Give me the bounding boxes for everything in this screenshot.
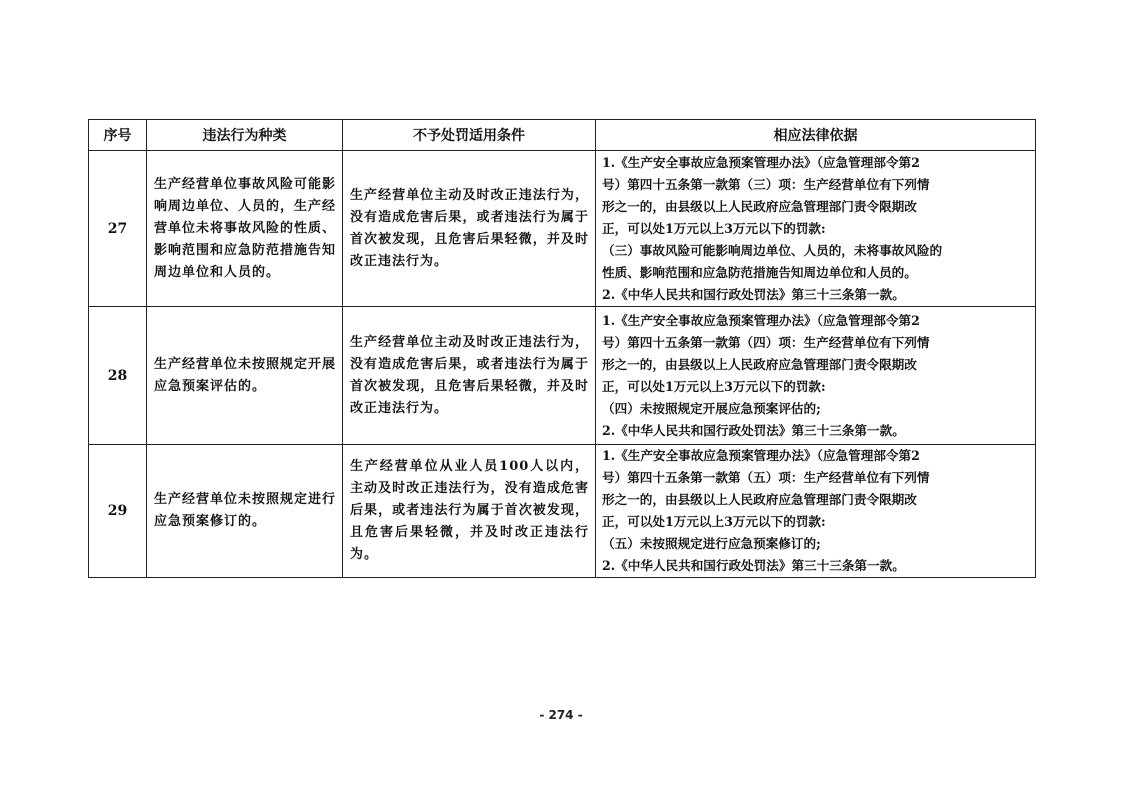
table-header bbox=[89, 120, 1036, 151]
row-legal-basis bbox=[596, 151, 1036, 307]
legal-basis-line: 正，可以处1万元以上3万元以下的罚款: bbox=[602, 514, 826, 529]
legal-basis-line: 形之一的，由县级以上人民政府应急管理部门责令限期改 bbox=[602, 198, 917, 214]
header-serial-number: 序号 bbox=[89, 120, 147, 151]
row-legal-basis bbox=[596, 307, 1036, 445]
row-legal-basis bbox=[596, 445, 1036, 578]
penalty-exemption-table bbox=[88, 119, 1036, 578]
legal-basis-line: 2.《中华人民共和国行政处罚法》第三十三条第一款。 bbox=[602, 558, 905, 573]
row-serial-number: 28 bbox=[89, 307, 147, 445]
header-exemption-condition: 不予处罚适用条件 bbox=[343, 120, 596, 151]
table-row bbox=[89, 445, 1036, 578]
legal-basis-line: 形之一的，由县级以上人民政府应急管理部门责令限期改 bbox=[602, 492, 917, 507]
legal-basis-line: 号）第四十五条第一款第（三）项：生产经营单位有下列情 bbox=[602, 176, 930, 192]
legal-basis-line: 1.《生产安全事故应急预案管理办法》（应急管理部令第2 bbox=[602, 312, 920, 328]
table-row bbox=[89, 307, 1036, 445]
table-row bbox=[89, 151, 1036, 307]
legal-basis-line: 1.《生产安全事故应急预案管理办法》（应急管理部令第2 bbox=[602, 448, 920, 463]
legal-basis-line: （四）未按照规定开展应急预案评估的; bbox=[602, 400, 821, 416]
legal-basis-line: 号）第四十五条第一款第（五）项：生产经营单位有下列情 bbox=[602, 470, 930, 485]
row-violation-type: 生产经营单位未按照规定开展应急预案评估的。 bbox=[147, 307, 343, 445]
legal-basis-line: 形之一的，由县级以上人民政府应急管理部门责令限期改 bbox=[602, 356, 917, 372]
row-exemption-condition: 生产经营单位主动及时改正违法行为，没有造成危害后果，或者违法行为属于首次被发现，且危害后果轻微，并及时改正违法行为。 bbox=[343, 151, 596, 307]
legal-basis-line: 2.《中华人民共和国行政处罚法》第三十三条第一款。 bbox=[602, 422, 905, 438]
row-exemption-condition: 生产经营单位主动及时改正违法行为，没有造成危害后果，或者违法行为属于首次被发现，且危害后果轻微，并及时改正违法行为。 bbox=[343, 307, 596, 445]
legal-basis-line: 性质、影响范围和应急防范措施告知周边单位和人员的。 bbox=[602, 264, 917, 280]
header-legal-basis: 相应法律依据 bbox=[596, 120, 1036, 151]
row-serial-number: 27 bbox=[89, 151, 147, 307]
row-violation-type: 生产经营单位未按照规定进行应急预案修订的。 bbox=[147, 445, 343, 578]
legal-basis-line: 2.《中华人民共和国行政处罚法》第三十三条第一款。 bbox=[602, 286, 905, 302]
legal-basis-line: 正，可以处1万元以上3万元以下的罚款: bbox=[602, 220, 826, 236]
header-row bbox=[89, 120, 1036, 151]
header-violation-type: 违法行为种类 bbox=[147, 120, 343, 151]
legal-basis-line: 正，可以处1万元以上3万元以下的罚款: bbox=[602, 378, 826, 394]
legal-basis-line: （五）未按照规定进行应急预案修订的; bbox=[602, 536, 821, 551]
page-number: - 274 - bbox=[539, 708, 583, 722]
table-body bbox=[89, 151, 1036, 578]
legal-basis-line: （三）事故风险可能影响周边单位、人员的，未将事故风险的 bbox=[602, 242, 943, 258]
legal-basis-line: 1.《生产安全事故应急预案管理办法》（应急管理部令第2 bbox=[602, 154, 920, 170]
row-serial-number: 29 bbox=[89, 445, 147, 578]
row-exemption-condition: 生产经营单位从业人员100人以内，主动及时改正违法行为，没有造成危害后果，或者违法行为属于首次被发现，且危害后果轻微，并及时改正违法行为。 bbox=[343, 445, 596, 578]
legal-basis-line: 号）第四十五条第一款第（四）项：生产经营单位有下列情 bbox=[602, 334, 930, 350]
row-violation-type: 生产经营单位事故风险可能影响周边单位、人员的，生产经营单位未将事故风险的性质、影响范围和应急防范措施告知周边单位和人员的。 bbox=[147, 151, 343, 307]
